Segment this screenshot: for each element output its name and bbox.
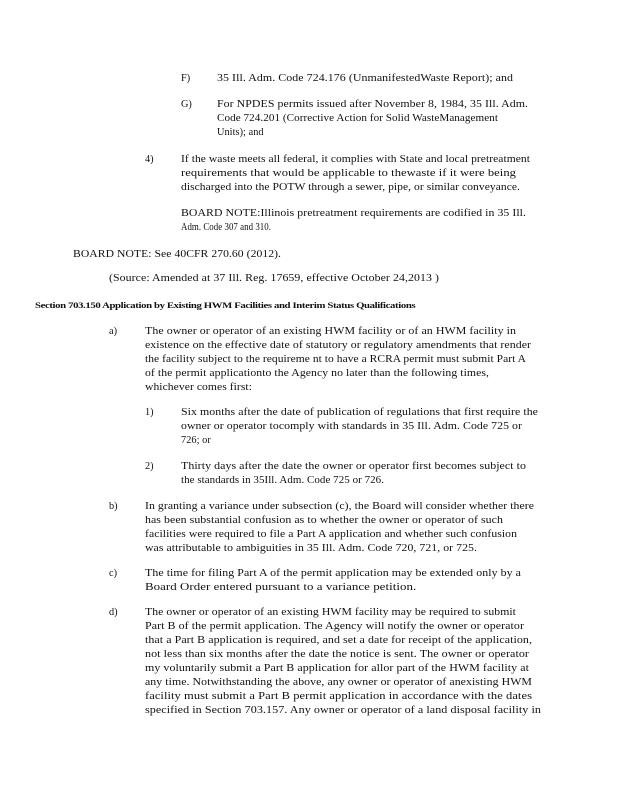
paragraph-marker: d) [109,607,118,618]
text-line: any time. Notwithstanding the above, any owner or operator of anexisting HWM [145,677,533,688]
text-line: Code 724.201 (Corrective Action for Solid WasteManagement [217,113,498,124]
text-line: Units); and [217,127,264,138]
text-line: The time for filing Part A of the permit application may be extended only by a [145,568,521,579]
section-heading: Section 703.150 Application by Existing HWM Facilities and Interim Status Qualifications [34,300,416,310]
text-line: For NPDES permits issued after November 8, 1984, 35 Ill. Adm. [217,99,528,110]
text-line: facility must submit a Part B permit application in accordance with the dates [145,691,533,702]
paragraph-marker: c) [109,568,117,579]
text-line: that a Part B application is required, and set a date for receipt of the application, [145,635,533,646]
text-line: Part B of the permit application. The Agency will notify the owner or operator [145,621,524,632]
text-line: The owner or operator of an existing HWM facility may be required to submit [145,607,517,618]
item-marker: F) [181,73,191,84]
text-line: of the permit applicationto the Agency no later than the following times, [145,368,490,379]
text-line: 35 Ill. Adm. Code 724.176 (UnmanifestedWaste Report); and [217,73,514,84]
text-line: has been substantial confusion as to whether the owner or operator of such [145,515,503,526]
text-line: If the waste meets all federal, it complies with State and local pretreatment [181,154,531,165]
paragraph-marker: a) [109,326,117,337]
source-note: (Source: Amended at 37 Ill. Reg. 17659, effective October 24,2013 ) [109,273,439,284]
text-line: In granting a variance under subsection (c), the Board will consider whether there [145,501,534,512]
item-marker: G) [181,99,192,110]
board-note-line: BOARD NOTE:Illinois pretreatment requirements are codified in 35 Ill. [181,208,526,219]
text-line: not less than six months after the date the notice is sent. The owner or operator [145,649,530,660]
text-line: discharged into the POTW through a sewer, pipe, or similar conveyance. [181,182,520,193]
text-line: owner or operator tocomply with standards in 35 Ill. Adm. Code 725 or [181,421,523,432]
item-marker: 4) [145,154,154,165]
text-line: the facility subject to the requireme nt to have a RCRA permit must submit Part A [145,354,527,365]
text-line: specified in Section 703.157. Any owner or operator of a land disposal facility in [145,705,541,716]
paragraph-marker: b) [109,501,118,512]
text-line: The owner or operator of an existing HWM facility or of an HWM facility in [145,326,516,337]
text-line: 726; or [181,435,211,446]
item-marker: 1) [145,407,154,418]
text-line: was attributable to ambiguities in 35 Ill. Adm. Code 720, 721, or 725. [145,543,477,554]
text-line: facilities were required to file a Part A application and whether such confusion [145,529,517,540]
item-marker: 2) [145,461,154,472]
text-line: existence on the effective date of statutory or regulatory amendments that render [145,340,532,351]
text-line: the standards in 35Ill. Adm. Code 725 or 726. [181,475,384,486]
text-line: whichever comes first: [145,382,252,393]
text-line: Thirty days after the date the owner or operator first becomes subject to [181,461,527,472]
text-line: my voluntarily submit a Part B application for allor part of the HWM facility at [145,663,529,674]
board-note: BOARD NOTE: See 40CFR 270.60 (2012). [73,249,281,260]
text-line: Board Order entered pursuant to a variance petition. [145,582,417,593]
board-note-line: Adm. Code 307 and 310. [181,222,272,233]
text-line: requirements that would be applicable to thewaste if it were being [181,168,517,179]
text-line: Six months after the date of publication of regulations that first require the [181,407,539,418]
